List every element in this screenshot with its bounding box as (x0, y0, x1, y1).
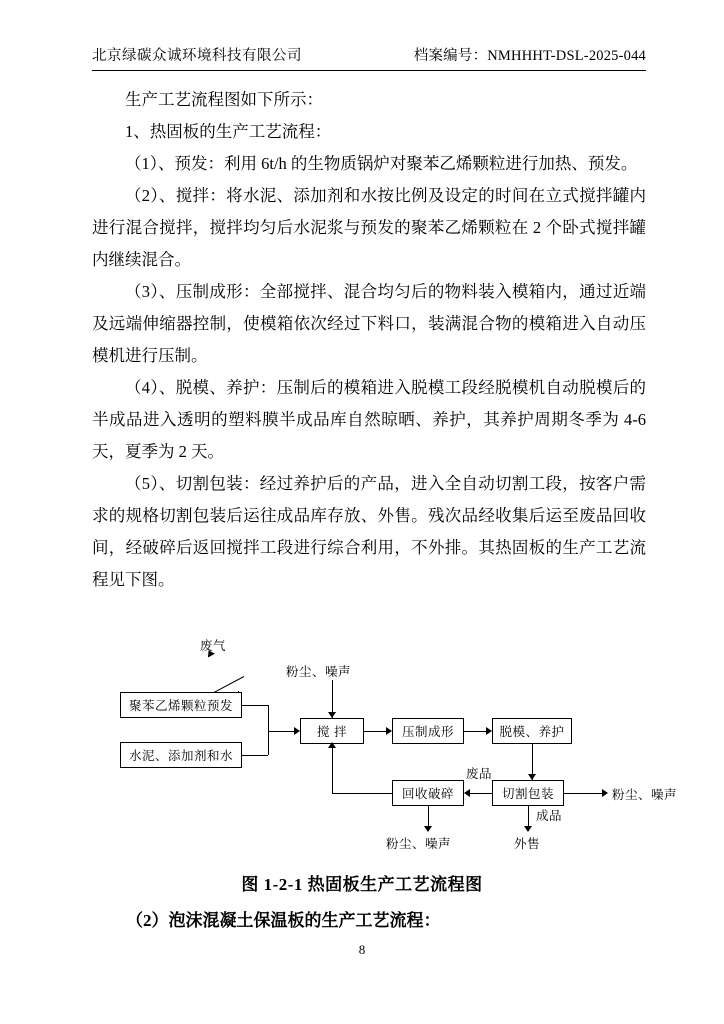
label-external-sale: 外售 (514, 837, 541, 851)
arrow-mix-to-press (386, 727, 392, 735)
paragraph-step-5: （5）、切割包装：经过养护后的产品，进入全自动切割工段，按客户需求的规格切割包装后运往成品库存放、外售。残次品经收集后运至废品回收间，经破碎后返回搅拌工段进行综合利用，不外排。其热固板的生产工艺流程见下图。 (92, 474, 646, 589)
arrow-recycle-to-mix (328, 742, 336, 748)
line-wastegas-diag (214, 676, 244, 693)
label-dust-noise-right: 粉尘、噪声 (612, 788, 678, 802)
header-archive (414, 44, 646, 65)
paragraph-step-3: （3）、压制成形：全部搅拌、混合均匀后的物料装入模箱内，通过近端及远端伸缩器控制，使模箱依次经过下料口，装满混合物的模箱进入自动压模机进行压制。 (92, 282, 646, 365)
paragraph-section-2: （2）泡沫混凝土保温板的生产工艺流程： (126, 911, 441, 930)
arrow-cut-to-recycle (464, 789, 470, 797)
line-cut-to-dustnoise (564, 793, 604, 794)
arrow-press-to-demold (486, 727, 492, 735)
line-cement-to-merge (242, 755, 268, 756)
label-dust-noise-bottom: 粉尘、噪声 (386, 837, 452, 851)
body-content (92, 84, 646, 596)
box-recycle-crush: 回收破碎 (392, 780, 464, 806)
line-cut-to-recycle (468, 793, 492, 794)
figure-caption: 图 1-2-1 热固板生产工艺流程图 (241, 875, 483, 894)
line-press-to-demold (464, 731, 488, 732)
line-eps-to-merge (242, 705, 268, 706)
label-waste-gas: 废气 (200, 639, 227, 653)
process-flow-diagram (92, 636, 678, 860)
box-press-forming: 压制成形 (392, 718, 464, 744)
paragraph-step-2: （2）、搅拌：将水泥、添加剂和水按比例及设定的时间在立式搅拌罐内进行混合搅拌，搅拌均匀后水泥浆与预发的聚苯乙烯颗粒在 2 个卧式搅拌罐内继续混合。 (92, 186, 646, 269)
header-archive-label: 档案编号： (413, 48, 488, 64)
header-archive-number: NMHHHT-DSL-2025-044 (487, 48, 646, 64)
paragraph-section-1: 1、热固板的生产工艺流程： (125, 122, 332, 141)
box-cement-additive-water: 水泥、添加剂和水 (120, 742, 242, 768)
paragraph-intro: 生产工艺流程图如下所示： (125, 90, 323, 109)
arrow-cut-to-sale (524, 826, 532, 832)
arrow-merge-to-mix (294, 727, 300, 735)
line-mix-to-press (364, 731, 388, 732)
paragraph-step-1: （1）、预发：利用 6t/h 的生物质锅炉对聚苯乙烯颗粒进行加热、预发。 (125, 154, 638, 173)
arrow-dustnoise-top (328, 712, 336, 718)
box-eps-pre-expansion: 聚苯乙烯颗粒预发 (120, 692, 242, 718)
line-merge-to-mix (268, 731, 296, 732)
line-recycle-left (332, 793, 392, 794)
line-merge-vert (268, 705, 269, 755)
line-recycle-up (332, 746, 333, 793)
label-dust-noise-top: 粉尘、噪声 (286, 665, 352, 679)
paragraph-step-4: （4）、脱模、养护：压制后的模箱进入脱模工段经脱模机自动脱模后的半成品进入透明的塑料膜半成品库自然晾晒、养护，其养护周期冬季为 4-6 天，夏季为 2 天。 (92, 378, 646, 461)
page-header (92, 44, 646, 65)
box-mixing: 搅 拌 (300, 718, 364, 744)
header-company: 北京绿碳众诚环境科技有限公司 (92, 48, 302, 64)
arrow-recycle-dustnoise (424, 826, 432, 832)
arrow-cut-to-dustnoise (602, 789, 608, 797)
label-waste-product: 废品 (466, 767, 493, 781)
label-finished-product: 成品 (536, 809, 563, 823)
page-number: 8 (358, 942, 366, 957)
box-demold-curing: 脱模、养护 (492, 718, 572, 744)
header-divider (92, 70, 646, 71)
box-cut-packaging: 切割包装 (492, 780, 564, 806)
